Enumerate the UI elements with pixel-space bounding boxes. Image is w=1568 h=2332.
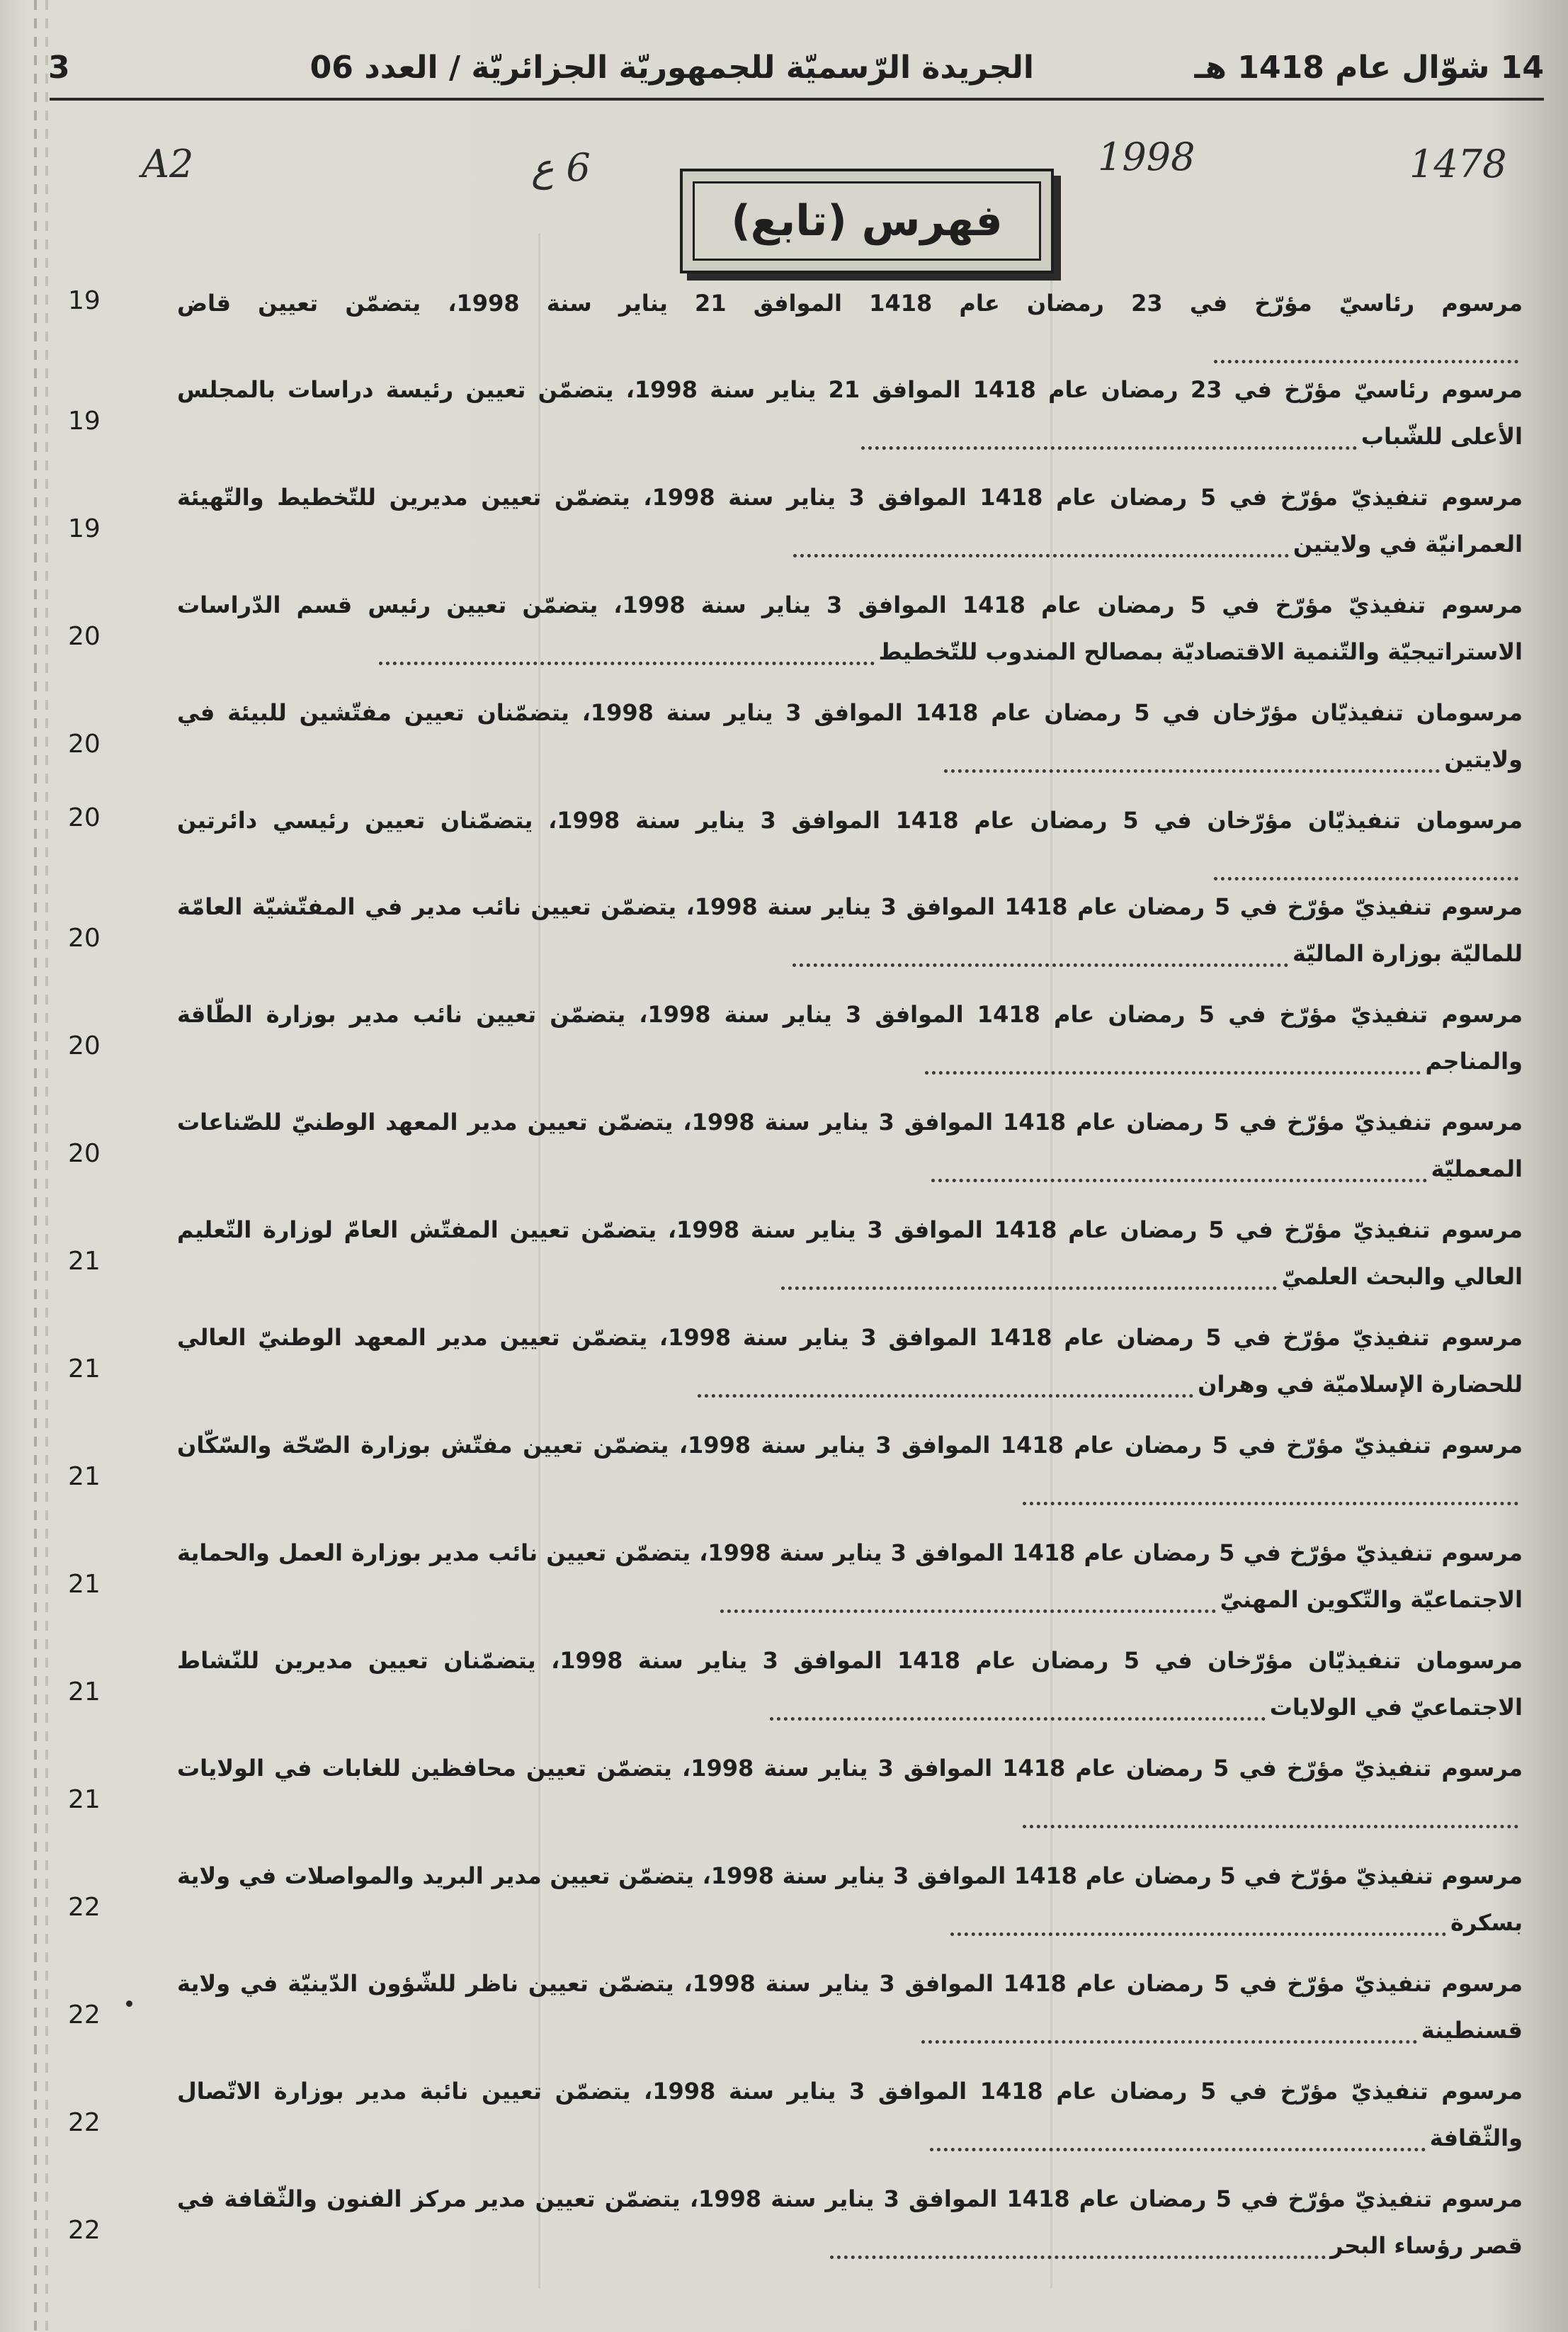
toc-entry-page: 20 — [68, 924, 101, 953]
toc-entry-page: 21 — [68, 1354, 101, 1383]
toc-entry-title — [177, 1960, 1523, 2054]
toc-entry-title — [177, 883, 1523, 977]
toc-entry-text: مرسوم رئاسيّ مؤرّخ في 23 رمضان عام 1418 الموافق 21 يناير سنة 1998، يتضمّن تعيين قاض — [177, 290, 1523, 317]
toc-entry-title — [177, 1314, 1523, 1408]
dot-leader — [830, 2236, 1326, 2259]
dot-leader — [944, 749, 1440, 773]
toc-entry-text: مرسوم رئاسيّ مؤرّخ في 23 رمضان عام 1418 الموافق 21 يناير سنة 1998، يتضمّن تعيين رئيسة دراسات بالمجلس الأعلى للشّباب — [177, 376, 1523, 450]
toc-entry-page: 20 — [68, 803, 101, 832]
toc-entry-text: مرسوم تنفيذيّ مؤرّخ في 5 رمضان عام 1418 الموافق 3 يناير سنة 1998، يتضمّن تعيين نائبة مدير بوزارة الاتّصال والثّقافة — [177, 2078, 1523, 2151]
header-rule — [50, 98, 1544, 101]
dot-leader — [950, 1913, 1446, 1936]
toc-entry-title — [177, 280, 1523, 373]
dot-leader — [1023, 1805, 1518, 1828]
toc-entry-text: مرسوم تنفيذيّ مؤرّخ في 5 رمضان عام 1418 الموافق 3 يناير سنة 1998، يتضمّن تعيين رئيس قسم الدّراسات الاستراتيجيّة والتّنمية الاقتصاديّة بمصالح المندوب للتّخطيط — [177, 592, 1523, 665]
toc-entry-text: مرسوم تنفيذيّ مؤرّخ في 5 رمضان عام 1418 الموافق 3 يناير سنة 1998، يتضمّن تعيين مديرين للتّخطيط والتّهيئة العمرانيّة في ولايتين — [177, 484, 1523, 557]
handwritten-mark-right: 1478 — [1409, 142, 1507, 186]
toc-entry-title — [177, 1422, 1523, 1515]
toc-entry-page: 21 — [68, 1247, 101, 1276]
toc-entry-text: مرسوم تنفيذيّ مؤرّخ في 5 رمضان عام 1418 الموافق 3 يناير سنة 1998، يتضمّن تعيين مفتّش بوزارة الصّحّة والسّكّان — [177, 1432, 1523, 1459]
toc-entry-text: مرسوم تنفيذيّ مؤرّخ في 5 رمضان عام 1418 الموافق 3 يناير سنة 1998، يتضمّن تعيين ناظر للشّؤون الدّينيّة في ولاية قسنطينة — [177, 1970, 1523, 2044]
toc-entry-title — [177, 2068, 1523, 2161]
toc-entry-page: 22 — [68, 2216, 101, 2245]
dot-leader — [1214, 857, 1518, 881]
dot-leader — [720, 1590, 1216, 1613]
dot-leader — [770, 1697, 1266, 1721]
toc-entry-page: 21 — [68, 1785, 101, 1814]
dot-leader — [931, 1159, 1427, 1182]
table-of-contents — [50, 280, 1537, 2283]
toc-entry-page: 19 — [68, 407, 101, 436]
toc-entry-text: مرسوم تنفيذيّ مؤرّخ في 5 رمضان عام 1418 الموافق 3 يناير سنة 1998، يتضمّن تعيين نائب مدير في المفتّشيّة العامّة للماليّة بوزارة الماليّة — [177, 893, 1523, 967]
toc-entry-title — [177, 1099, 1523, 1192]
binding-holes-inner — [45, 0, 48, 2332]
binding-holes — [34, 0, 37, 2332]
dot-leader — [861, 426, 1357, 450]
dot-leader — [379, 642, 875, 665]
toc-entry-title — [177, 1637, 1523, 1731]
toc-entry-title — [177, 582, 1523, 675]
dot-leader — [793, 534, 1289, 557]
toc-entry-page: 20 — [68, 622, 101, 651]
dot-leader — [1214, 340, 1518, 363]
toc-entry-text: مرسوم تنفيذيّ مؤرّخ في 5 رمضان عام 1418 الموافق 3 يناير سنة 1998، يتضمّن تعيين محافظين للغابات في الولايات — [177, 1755, 1523, 1782]
index-title: فهرس (تابع) — [693, 181, 1041, 261]
toc-entry — [50, 1960, 1537, 2068]
toc-entry-page: 22 — [68, 2000, 101, 2030]
stray-dot — [126, 2000, 132, 2007]
header-date: 14 شوّال عام 1418 هـ — [1194, 50, 1544, 86]
index-title-box — [680, 169, 1054, 273]
toc-entry — [50, 1099, 1537, 1206]
toc-entry-title — [177, 991, 1523, 1085]
toc-entry-text: مرسومان تنفيذيّان مؤرّخان في 5 رمضان عام 1418 الموافق 3 يناير سنة 1998، يتضمّنان تعيين مديرين للنّشاط الاجتماعيّ في الولايات — [177, 1647, 1523, 1721]
toc-entry-title — [177, 366, 1523, 460]
toc-entry-text: مرسوم تنفيذيّ مؤرّخ في 5 رمضان عام 1418 الموافق 3 يناير سنة 1998، يتضمّن تعيين نائب مدير بوزارة الطّاقة والمناجم — [177, 1001, 1523, 1075]
toc-entry-text: مرسوم تنفيذيّ مؤرّخ في 5 رمضان عام 1418 الموافق 3 يناير سنة 1998، يتضمّن تعيين مدير البريد والمواصلات في ولاية بسكرة — [177, 1862, 1523, 1936]
toc-entry — [50, 2068, 1537, 2175]
toc-entry — [50, 1206, 1537, 1314]
toc-entry — [50, 1852, 1537, 1960]
dot-leader — [781, 1267, 1277, 1290]
toc-entry — [50, 582, 1537, 689]
toc-entry — [50, 689, 1537, 797]
toc-entry — [50, 2175, 1537, 2283]
toc-entry-text: مرسومان تنفيذيّان مؤرّخان في 5 رمضان عام 1418 الموافق 3 يناير سنة 1998، يتضمّنان تعيين مفتّشين للبيئة في ولايتين — [177, 699, 1523, 773]
toc-entry-text: مرسوم تنفيذيّ مؤرّخ في 5 رمضان عام 1418 الموافق 3 يناير سنة 1998، يتضمّن تعيين مدير المعهد الوطنيّ العالي للحضارة الإسلاميّة في وهران — [177, 1324, 1523, 1398]
toc-entry-page: 22 — [68, 1893, 101, 1922]
toc-entry-title — [177, 1745, 1523, 1838]
toc-entry-title — [177, 689, 1523, 783]
toc-entry — [50, 1314, 1537, 1422]
toc-entry-text: مرسوم تنفيذيّ مؤرّخ في 5 رمضان عام 1418 الموافق 3 يناير سنة 1998، يتضمّن تعيين مدير المعهد الوطنيّ للصّناعات المعمليّة — [177, 1109, 1523, 1182]
handwritten-mark-middle: 6 ع — [531, 145, 591, 190]
dot-leader — [921, 2020, 1417, 2044]
toc-entry-page: 20 — [68, 1139, 101, 1168]
toc-entry-title — [177, 797, 1523, 890]
toc-entry-title — [177, 1206, 1523, 1300]
toc-entry — [50, 280, 1537, 366]
toc-entry — [50, 474, 1537, 582]
toc-entry — [50, 1637, 1537, 1745]
handwritten-mark-left: A2 — [142, 142, 194, 186]
toc-entry-title — [177, 1529, 1523, 1623]
handwritten-year: 1998 — [1098, 135, 1195, 179]
toc-entry — [50, 366, 1537, 474]
toc-entry-text: مرسوم تنفيذيّ مؤرّخ في 5 رمضان عام 1418 الموافق 3 يناير سنة 1998، يتضمّن تعيين المفتّش العامّ لوزارة التّعليم العالي والبحث العلميّ — [177, 1216, 1523, 1290]
toc-entry — [50, 1422, 1537, 1529]
dot-leader — [698, 1374, 1193, 1398]
toc-entry — [50, 797, 1537, 883]
toc-entry-text: مرسوم تنفيذيّ مؤرّخ في 5 رمضان عام 1418 الموافق 3 يناير سنة 1998، يتضمّن تعيين نائب مدير بوزارة العمل والحماية الاجتماعيّة والتّكوين المهنيّ — [177, 1539, 1523, 1613]
toc-entry-page: 21 — [68, 1462, 101, 1491]
toc-entry — [50, 1745, 1537, 1852]
dot-leader — [792, 944, 1288, 967]
header-gazette-title: الجريدة الرّسميّة للجمهوريّة الجزائريّة / العدد 06 — [309, 50, 1034, 86]
toc-entry-page: 22 — [68, 2108, 101, 2137]
toc-entry-text: مرسومان تنفيذيّان مؤرّخان في 5 رمضان عام 1418 الموافق 3 يناير سنة 1998، يتضمّنان تعيين رئيسي دائرتين — [177, 807, 1523, 834]
dot-leader — [1023, 1482, 1518, 1505]
toc-entry-page: 21 — [68, 1570, 101, 1599]
toc-entry-text: مرسوم تنفيذيّ مؤرّخ في 5 رمضان عام 1418 الموافق 3 يناير سنة 1998، يتضمّن تعيين مدير مركز الفنون والثّقافة في قصر رؤساء البحر — [177, 2185, 1523, 2259]
toc-entry-page: 20 — [68, 1031, 101, 1060]
toc-entry-title — [177, 2175, 1523, 2269]
toc-entry-page: 19 — [68, 514, 101, 543]
dot-leader — [930, 2128, 1426, 2151]
toc-entry — [50, 991, 1537, 1099]
dot-leader — [925, 1051, 1421, 1075]
toc-entry — [50, 883, 1537, 991]
toc-entry-page: 20 — [68, 730, 101, 759]
toc-entry — [50, 1529, 1537, 1637]
toc-entry-title — [177, 1852, 1523, 1946]
toc-entry-page: 21 — [68, 1677, 101, 1706]
running-header — [35, 50, 1544, 101]
toc-entry-title — [177, 474, 1523, 567]
toc-entry-page: 19 — [68, 286, 101, 315]
header-page-number: 3 — [48, 50, 70, 86]
